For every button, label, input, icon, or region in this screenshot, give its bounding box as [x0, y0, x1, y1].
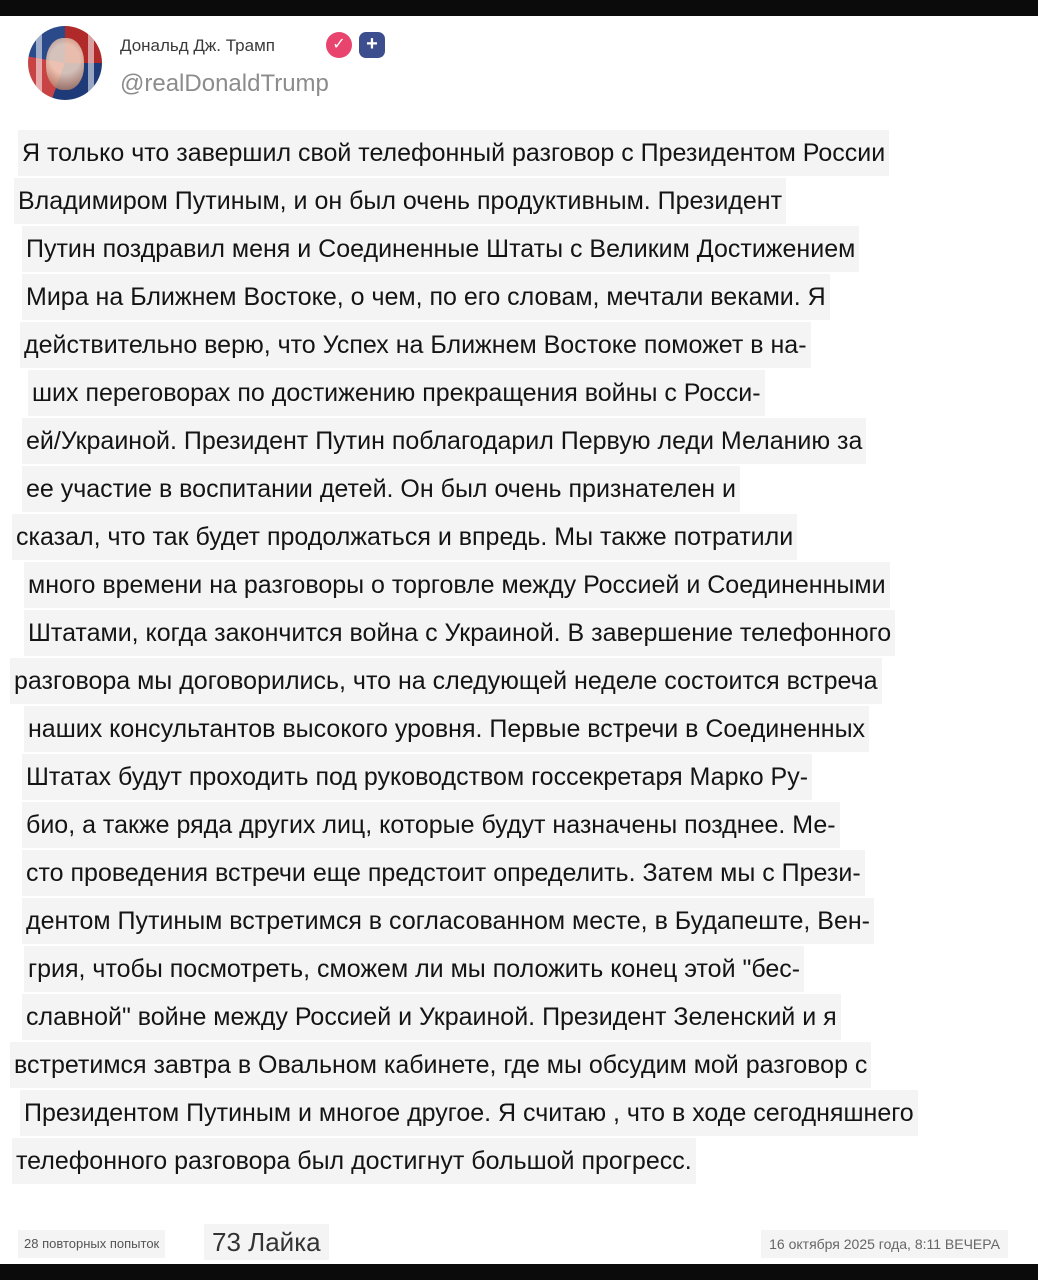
- post-line: Штатами, когда закончится война с Украиной. В завершение телефонного: [24, 610, 895, 656]
- post-line: Владимиром Путиным, и он был очень продуктивным. Президент: [14, 178, 786, 224]
- author-display-name[interactable]: Дональд Дж. Трамп: [120, 36, 275, 55]
- repost-count[interactable]: 28 повторных попыток: [18, 1230, 165, 1258]
- post-line: телефонного разговора был достигнут большой прогресс.: [12, 1138, 696, 1184]
- post-line: разговора мы договорились, что на следующей неделе состоится встреча: [10, 658, 882, 704]
- post-line: славной" войне между Россией и Украиной. Президент Зеленский и я: [22, 994, 841, 1040]
- post-line: Я только что завершил свой телефонный разговор с Президентом России: [18, 130, 889, 176]
- post-card: [0, 16, 1038, 1264]
- post-line: сто проведения встречи еще предстоит определить. Затем мы с Прези-: [22, 850, 865, 896]
- post-line: грия, чтобы посмотреть, сможем ли мы положить конец этой "бес-: [24, 946, 804, 992]
- plus-badge-icon: +: [359, 32, 385, 58]
- author-handle[interactable]: @realDonaldTrump: [120, 70, 329, 97]
- post-line: действительно верю, что Успех на Ближнем Востоке поможет в на-: [20, 322, 811, 368]
- post-line: наших консультантов высокого уровня. Первые встречи в Соединенных: [24, 706, 869, 752]
- post-line: ее участие в воспитании детей. Он был очень признателен и: [22, 466, 740, 512]
- post-footer: [0, 1222, 1038, 1262]
- post-line: ших переговорах по достижению прекращения войны с Росси-: [28, 370, 765, 416]
- post-line: встретимся завтра в Овальном кабинете, где мы обсудим мой разговор с: [10, 1042, 871, 1088]
- post-line: ей/Украиной. Президент Путин поблагодарил Первую леди Меланию за: [22, 418, 866, 464]
- post-line: Президентом Путиным и многое другое. Я считаю , что в ходе сегодняшнего: [20, 1090, 918, 1136]
- post-line: сказал, что так будет продолжаться и впредь. Мы также потратили: [12, 514, 797, 560]
- post-line: Мира на Ближнем Востоке, о чем, по его словам, мечтали веками. Я: [22, 274, 830, 320]
- post-line: много времени на разговоры о торговле между Россией и Соединенными: [24, 562, 890, 608]
- post-line: Путин поздравил меня и Соединенные Штаты с Великим Достижением: [22, 226, 859, 272]
- post-line: дентом Путиным встретимся в согласованном месте, в Будапеште, Вен-: [22, 898, 874, 944]
- avatar[interactable]: [28, 26, 102, 100]
- post-line: Штатах будут проходить под руководством госсекретаря Марко Ру-: [22, 754, 812, 800]
- post-timestamp[interactable]: 16 октября 2025 года, 8:11 ВЕЧЕРА: [761, 1230, 1008, 1258]
- verified-badge-icon: ✓: [326, 32, 352, 58]
- like-count[interactable]: 73 Лайка: [204, 1224, 329, 1260]
- post-header: [24, 22, 1014, 112]
- post-line: био, а также ряда других лиц, которые будут назначены позднее. Ме-: [22, 802, 840, 848]
